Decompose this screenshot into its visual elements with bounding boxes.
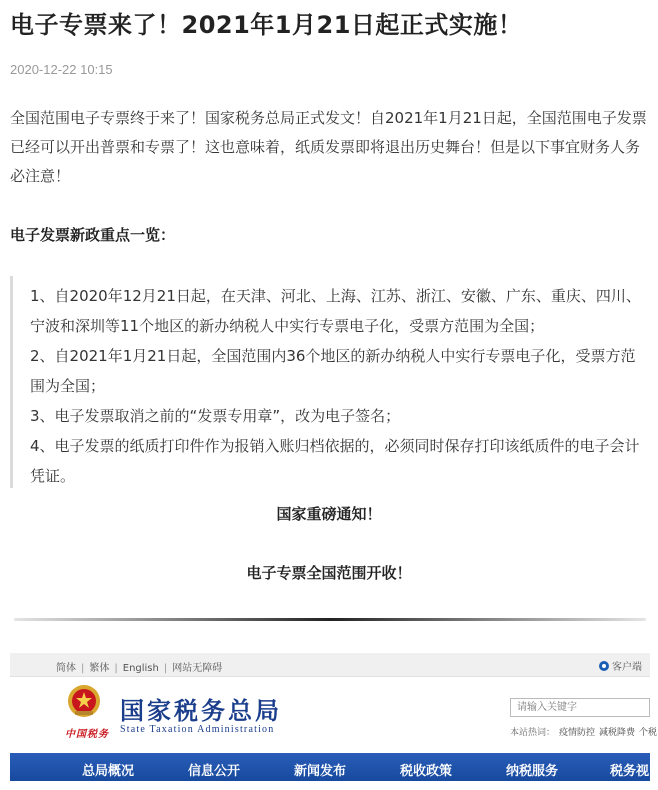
hot-words <box>510 725 657 738</box>
nav-item-service[interactable]: 纳税服务 <box>506 764 559 779</box>
article-title: 电子专票来了！2021年1月21日起正式实施！ <box>10 11 523 39</box>
policy-point: 3、电子发票取消之前的“发票专用章”，改为电子签名； <box>30 407 401 425</box>
policy-point: 2、自2021年1月21日起，全国范围内36个地区的新办纳税人中实行专票电子化，受票方范围为全国； <box>30 347 636 395</box>
client-label: 客户端 <box>612 662 642 673</box>
policy-point: 1、自2020年12月21日起，在天津、河北、上海、江苏、浙江、安徽、广东、重庆、四川、宁波和深圳等11个地区的新办纳税人中实行专票电子化，受票方范围为全国； <box>30 287 641 335</box>
policy-point: 4、电子发票的纸质打印件作为报销入账归档依据的，必须同时保存打印该纸质件的电子会计凭证。 <box>30 437 640 485</box>
separator: | <box>163 663 168 674</box>
nav-item-video[interactable]: 税务视 <box>610 764 650 779</box>
nav-item-overview[interactable]: 总局概况 <box>82 764 135 779</box>
client-link[interactable] <box>599 658 642 673</box>
tax-emblem-icon <box>67 684 101 718</box>
hot-tag-epidemic[interactable]: 疫情防控 <box>559 728 596 738</box>
link-simplified[interactable]: 简体 <box>56 663 76 674</box>
site-top-bar <box>10 653 650 677</box>
section-heading: 电子发票新政重点一览： <box>10 226 176 244</box>
link-accessibility[interactable]: 网站无障碍 <box>172 663 223 674</box>
site-logo-subtitle: State Taxation Administration <box>120 724 275 735</box>
seal-text: 中国税务 <box>65 729 109 740</box>
hot-words-label: 本站热词： <box>510 728 556 738</box>
nav-item-disclosure[interactable]: 信息公开 <box>188 764 241 779</box>
nav-item-news[interactable]: 新闻发布 <box>294 764 347 779</box>
separator: | <box>114 663 118 674</box>
policy-points-blockquote <box>10 276 649 488</box>
link-traditional[interactable]: 繁体 <box>89 663 110 674</box>
section-divider <box>14 618 646 621</box>
search-input[interactable] <box>510 698 650 717</box>
site-logo-title[interactable]: 国家税务总局 <box>120 697 282 725</box>
tax-website-screenshot <box>10 653 658 790</box>
separator: | <box>81 663 85 674</box>
notice-heading: 国家重磅通知！ <box>276 505 382 523</box>
nav-item-policy[interactable]: 税收政策 <box>400 764 453 779</box>
publish-date: 2020-12-22 10:15 <box>10 62 113 77</box>
article-intro: 全国范围电子专票终于来了！国家税务总局正式发文！自2021年1月21日起，全国范围电子发票已经可以开出普票和专票了！这也意味着，纸质发票即将退出历史舞台！但是以下事宜财务人务必注意！ <box>10 109 647 185</box>
client-icon <box>599 661 609 671</box>
hot-tag-tax-cut[interactable]: 减税降费 <box>599 728 636 738</box>
link-english[interactable]: English <box>122 663 159 674</box>
notice-subheading: 电子专票全国范围开收！ <box>246 564 412 582</box>
site-nav-bar <box>10 753 650 781</box>
hot-tag-personal-tax[interactable]: 个税 <box>639 728 658 738</box>
